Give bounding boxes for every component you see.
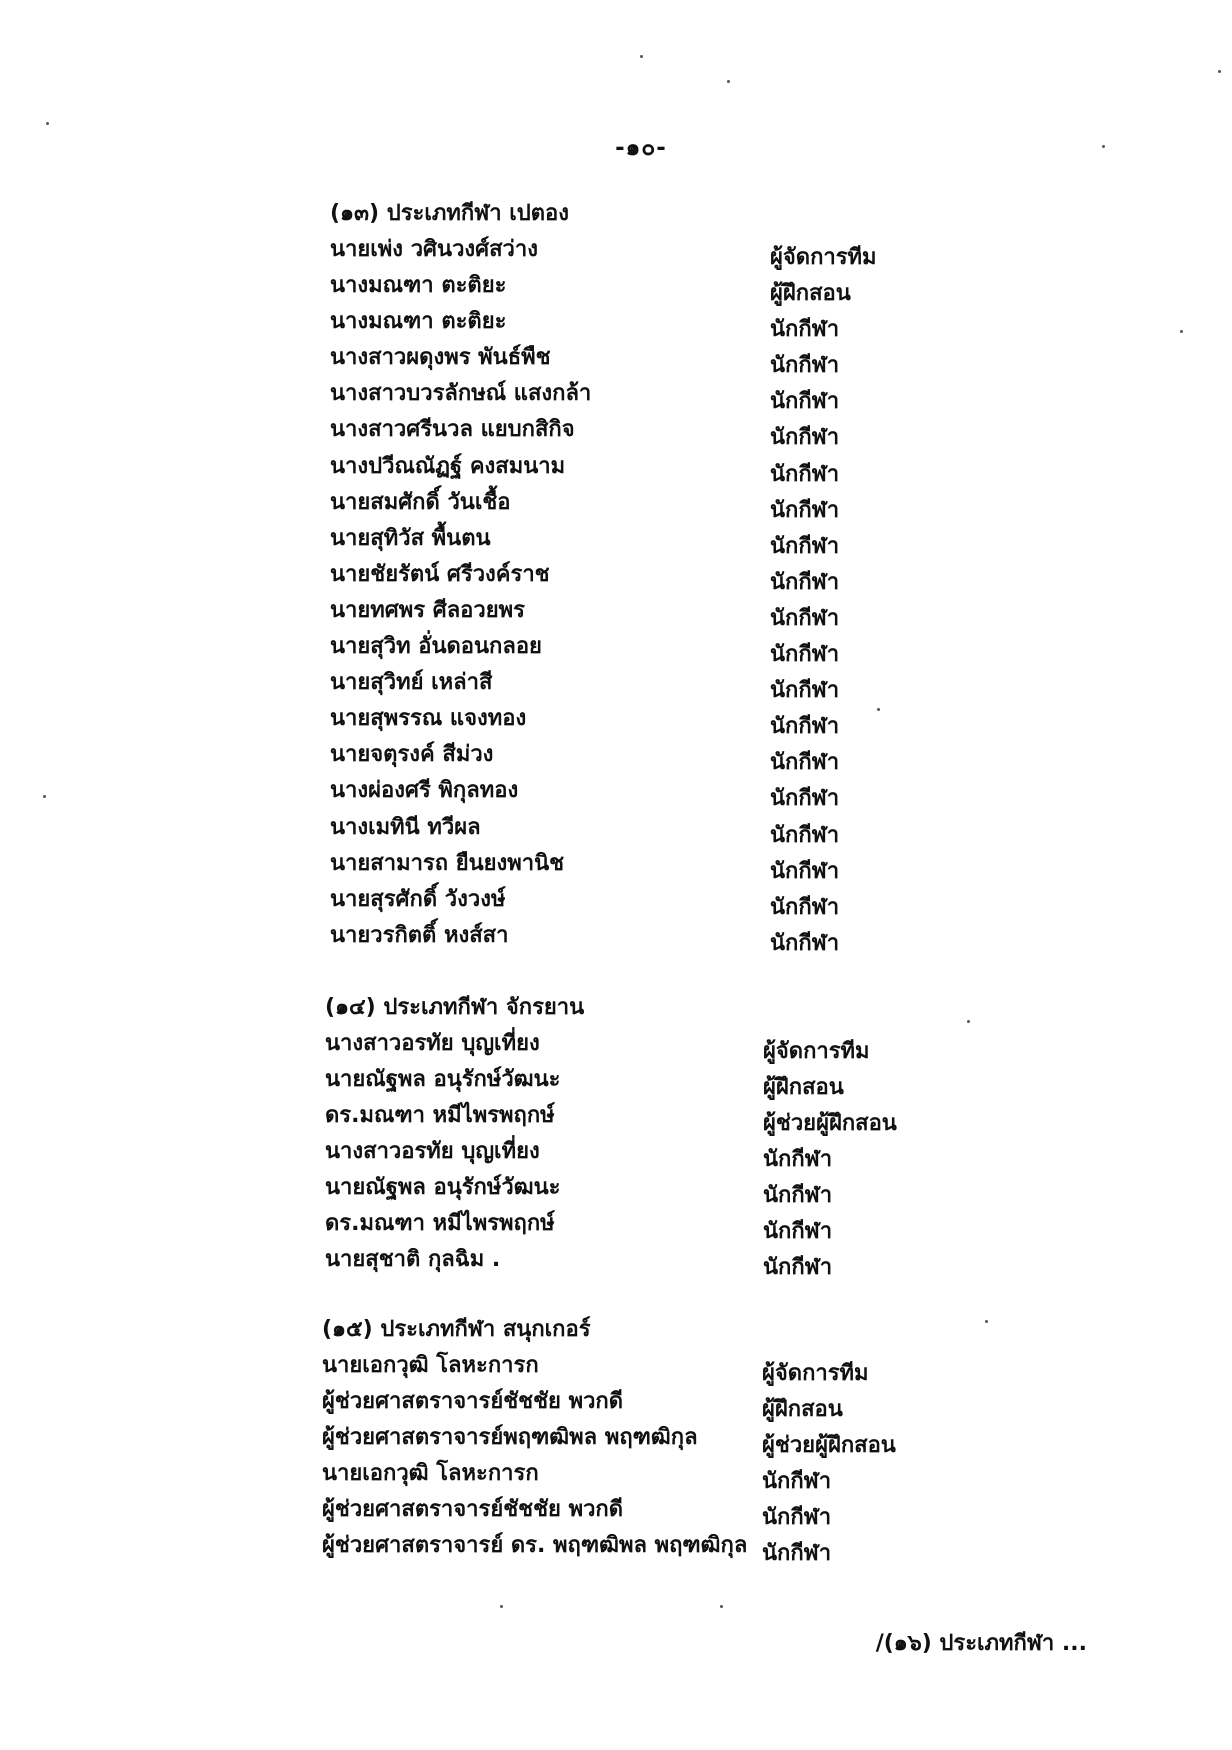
member-name: นายวรกิตติ์ หงส์สา: [330, 922, 509, 948]
scan-speck: [1180, 330, 1183, 333]
member-role: ผู้จัดการทีม: [762, 1361, 869, 1386]
sport-section-snooker: [322, 1312, 972, 1564]
member-role: นักกีฬา: [762, 1541, 832, 1566]
member-role: ผู้จัดการทีม: [763, 1039, 870, 1064]
scan-speck: [500, 1605, 503, 1608]
roster-row: [330, 737, 980, 776]
member-role: นักกีฬา: [770, 786, 840, 812]
roster-row: [330, 268, 980, 307]
sport-section-cycling: [325, 990, 975, 1278]
roster-row: [330, 918, 980, 954]
roster-row: [330, 773, 980, 812]
member-role: ผู้ฝึกสอน: [762, 1397, 843, 1422]
member-role: นักกีฬา: [770, 605, 840, 631]
member-role: นักกีฬา: [770, 858, 840, 884]
roster-row: [330, 304, 980, 343]
roster-row: [330, 449, 980, 485]
member-name: นายสุวิทย์ เหล่าสี: [330, 670, 493, 696]
member-name: นายเอกวุฒิ โลหะการก: [322, 1353, 539, 1378]
roster-row: [325, 1170, 975, 1206]
member-name: นางสาวศรีนวล แยบกสิกิจ: [330, 417, 575, 443]
member-name: นายเอกวุฒิ โลหะการก: [322, 1461, 539, 1486]
member-role: ผู้ฝึกสอน: [763, 1075, 844, 1100]
roster-row: [330, 232, 980, 268]
roster-row: [330, 593, 980, 629]
member-name: นายณัฐพล อนุรักษ์วัฒนะ: [325, 1067, 561, 1092]
member-name: นายชัยรัตน์ ศรีวงค์ราช: [330, 561, 550, 587]
member-role: นักกีฬา: [770, 533, 840, 559]
member-name: นายสามารถ ยืนยงพานิช: [330, 850, 565, 876]
roster-row: [330, 665, 980, 704]
member-name: นางเมทินี ทวีผล: [330, 814, 481, 840]
member-role: ผู้ฝึกสอน: [770, 281, 851, 307]
member-role: นักกีฬา: [770, 497, 840, 523]
roster-row: [322, 1384, 972, 1420]
member-role: นักกีฬา: [770, 569, 840, 595]
member-role: นักกีฬา: [770, 353, 840, 379]
member-name: นายสุวิท อั่นดอนกลอย: [330, 634, 542, 660]
sport-section-petanque: [330, 196, 980, 954]
member-name: นายสุรศักดิ์ วังวงษ์: [330, 886, 506, 912]
member-role: นักกีฬา: [770, 750, 840, 776]
roster-row: [330, 882, 980, 918]
scan-speck: [46, 122, 49, 125]
member-name: นายณัฐพล อนุรักษ์วัฒนะ: [325, 1175, 561, 1200]
member-name: ผู้ช่วยศาสตราจารย์ชัชชัย พวกดี: [322, 1497, 624, 1522]
member-name: นายจตุรงค์ สีม่วง: [330, 742, 494, 768]
roster-row: [330, 521, 980, 557]
member-role: นักกีฬา: [770, 894, 840, 920]
member-role: นักกีฬา: [762, 1505, 832, 1530]
member-name: นายสมศักดิ์ วันเชื้อ: [330, 489, 511, 515]
member-name: นางสาวผดุงพร พันธ์พืช: [330, 345, 551, 371]
roster-row: [325, 1026, 975, 1062]
roster-row: [322, 1348, 972, 1384]
roster-row: [330, 412, 980, 451]
section-heading: (๑๕) ประเภทกีฬา สนุกเกอร์: [322, 1317, 591, 1342]
member-name: นายสุทิวัส พื้นตน: [330, 525, 491, 551]
member-role: นักกีฬา: [763, 1183, 833, 1208]
member-role: นักกีฬา: [770, 822, 840, 848]
member-role: นักกีฬา: [770, 317, 840, 343]
roster-row: [330, 629, 980, 668]
member-name: นางปวีณณัฏฐ์ คงสมนาม: [330, 453, 566, 479]
roster-row: [330, 846, 980, 882]
member-name: นายสุชาติ กุลฉิม .: [325, 1247, 501, 1272]
roster-row: [330, 810, 980, 846]
member-role: นักกีฬา: [762, 1469, 832, 1494]
scan-speck: [720, 1605, 723, 1608]
member-name: ผู้ช่วยศาสตราจารย์พฤฑฒิพล พฤฑฒิกุล: [322, 1425, 698, 1450]
scan-speck: [727, 80, 730, 83]
roster-row: [325, 1242, 975, 1278]
roster-row: [330, 340, 980, 379]
scan-speck: [640, 55, 643, 58]
member-name: นางมณฑา ตะติยะ: [330, 309, 507, 335]
member-role: นักกีฬา: [770, 714, 840, 740]
member-role: นักกีฬา: [763, 1147, 833, 1172]
roster-row: [325, 1206, 975, 1242]
roster-row: [330, 701, 980, 740]
roster-row: [322, 1456, 972, 1492]
member-role: นักกีฬา: [770, 389, 840, 415]
member-name: นายทศพร ศีลอวยพร: [330, 597, 525, 623]
member-role: นักกีฬา: [770, 461, 840, 487]
section-heading: (๑๓) ประเภทกีฬา เปตอง: [330, 201, 569, 226]
member-role: นักกีฬา: [770, 930, 840, 956]
member-name: นางสาวอรทัย บุญเที่ยง: [325, 1031, 540, 1056]
roster-row: [322, 1420, 972, 1456]
scan-speck: [43, 795, 46, 798]
member-name: นางสาวอรทัย บุญเที่ยง: [325, 1139, 540, 1164]
roster-row: [330, 485, 980, 521]
scan-speck: [985, 1320, 988, 1323]
member-role: ผู้ช่วยผู้ฝึกสอน: [763, 1111, 897, 1136]
member-name: นางผ่องศรี พิกุลทอง: [330, 778, 519, 804]
roster-row: [322, 1492, 972, 1528]
member-role: ผู้ช่วยผู้ฝึกสอน: [762, 1433, 896, 1458]
member-name: นางมณฑา ตะติยะ: [330, 273, 507, 299]
member-name: นางสาวบวรลักษณ์ แสงกล้า: [330, 381, 592, 407]
member-name: ผู้ช่วยศาสตราจารย์ชัชชัย พวกดี: [322, 1389, 624, 1414]
member-name: นายเพ่ง วศินวงศ์สว่าง: [330, 237, 539, 262]
member-role: นักกีฬา: [770, 642, 840, 668]
roster-row: [330, 376, 980, 415]
member-role: นักกีฬา: [763, 1255, 833, 1280]
member-name: ดร.มณฑา หมีไพรพฤกษ์: [325, 1103, 555, 1128]
roster-row: [325, 1098, 975, 1134]
page-number: -๑๐-: [615, 135, 667, 161]
section-heading: (๑๔) ประเภทกีฬา จักรยาน: [325, 995, 585, 1020]
member-name: ดร.มณฑา หมีไพรพฤกษ์: [325, 1211, 555, 1236]
member-name: ผู้ช่วยศาสตราจารย์ ดร. พฤฑฒิพล พฤฑฒิกุล: [322, 1533, 748, 1558]
roster-row: [325, 1134, 975, 1170]
member-role: นักกีฬา: [770, 678, 840, 704]
scan-speck: [1218, 70, 1221, 73]
roster-row: [330, 557, 980, 593]
member-name: นายสุพรรณ แจงทอง: [330, 706, 527, 732]
member-role: นักกีฬา: [770, 425, 840, 451]
roster-row: [325, 1062, 975, 1098]
member-role: ผู้จัดการทีม: [770, 245, 877, 270]
roster-row: [322, 1528, 972, 1564]
continuation-note: /(๑๖) ประเภทกีฬา ...: [875, 1631, 1087, 1656]
member-role: นักกีฬา: [763, 1219, 833, 1244]
